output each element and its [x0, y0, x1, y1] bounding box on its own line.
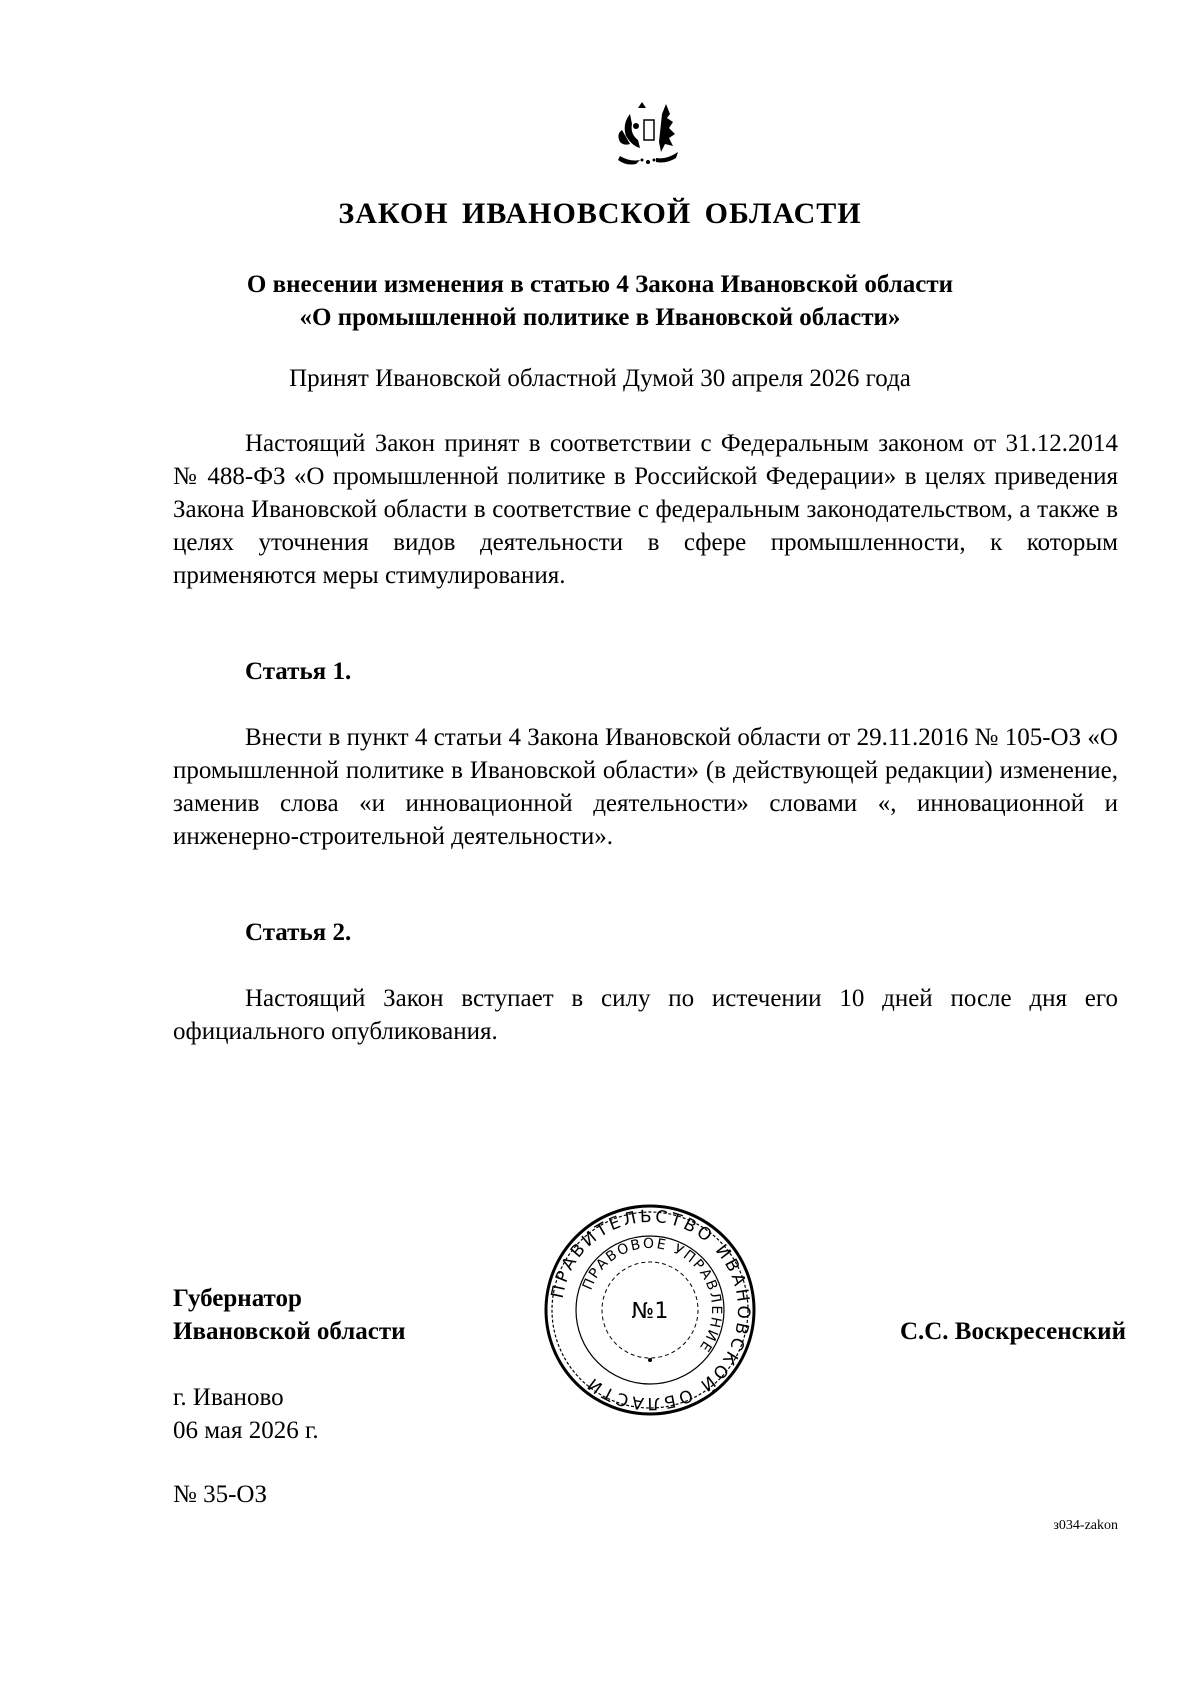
article-1-text: Внести в пункт 4 статьи 4 Закона Ивановской области от 29.11.2016 № 105-ОЗ «О промышленной политике в Ивановской области» (в действующей редакции) изменение, заменив слова «и инновационной деятельности» словами «, инновационной и инженерно-строительной деятельности».	[173, 724, 1118, 850]
law-title: ЗАКОН ИВАНОВСКОЙ ОБЛАСТИ	[338, 197, 862, 230]
svg-text:ПРАВОВОЕ УПРАВЛЕНИЕ	[580, 1236, 724, 1356]
article-2-text: Настоящий Закон вступает в силу по истечении 10 дней после дня его официального опубликования.	[173, 985, 1118, 1045]
seal-ring-text: ПРАВИТЕЛЬСТВО ИВАНОВСКОЙ ОБЛАСТИ	[547, 1206, 754, 1414]
signatory-name: С.С. Воскресенский	[899, 1318, 1126, 1345]
adoption-note: Принят Ивановской областной Думой 30 апреля 2026 года	[289, 365, 911, 392]
signing-city: г. Иваново	[173, 1384, 284, 1411]
seal-number: №1	[631, 1299, 669, 1324]
preamble-paragraph: Настоящий Закон принят в соответствии с Федеральным законом от 31.12.2014 № 488-ФЗ «О промышленной политике в Российской Федерации» в целях приведения Закона Ивановской области в соответствие с федеральным законодательством, а также в целях уточнения видов деятельности в сфере промышленности, к которым применяются меры стимулирования.	[173, 430, 1118, 589]
seal-inner-text: ПРАВОВОЕ УПРАВЛЕНИЕ	[579, 1235, 725, 1356]
coat-of-arms-emblem	[600, 100, 700, 180]
signatory-position	[173, 1282, 406, 1348]
subtitle-line-2: «О промышленной политике в Ивановской области»	[299, 304, 901, 331]
law-number: № 35-ОЗ	[173, 1481, 268, 1508]
position-line-2: Ивановской области	[173, 1318, 406, 1345]
article-1-heading: Статья 1.	[245, 658, 352, 685]
signing-date: 06 мая 2026 г.	[173, 1417, 319, 1444]
document-code: з034-zakon	[1053, 1518, 1118, 1533]
subtitle-line-1: О внесении изменения в статью 4 Закона Ивановской области	[246, 271, 954, 298]
article-2-heading: Статья 2.	[245, 919, 352, 946]
official-seal-stamp	[540, 1200, 760, 1420]
position-line-1: Губернатор	[173, 1285, 302, 1312]
law-subtitle	[0, 268, 1200, 334]
